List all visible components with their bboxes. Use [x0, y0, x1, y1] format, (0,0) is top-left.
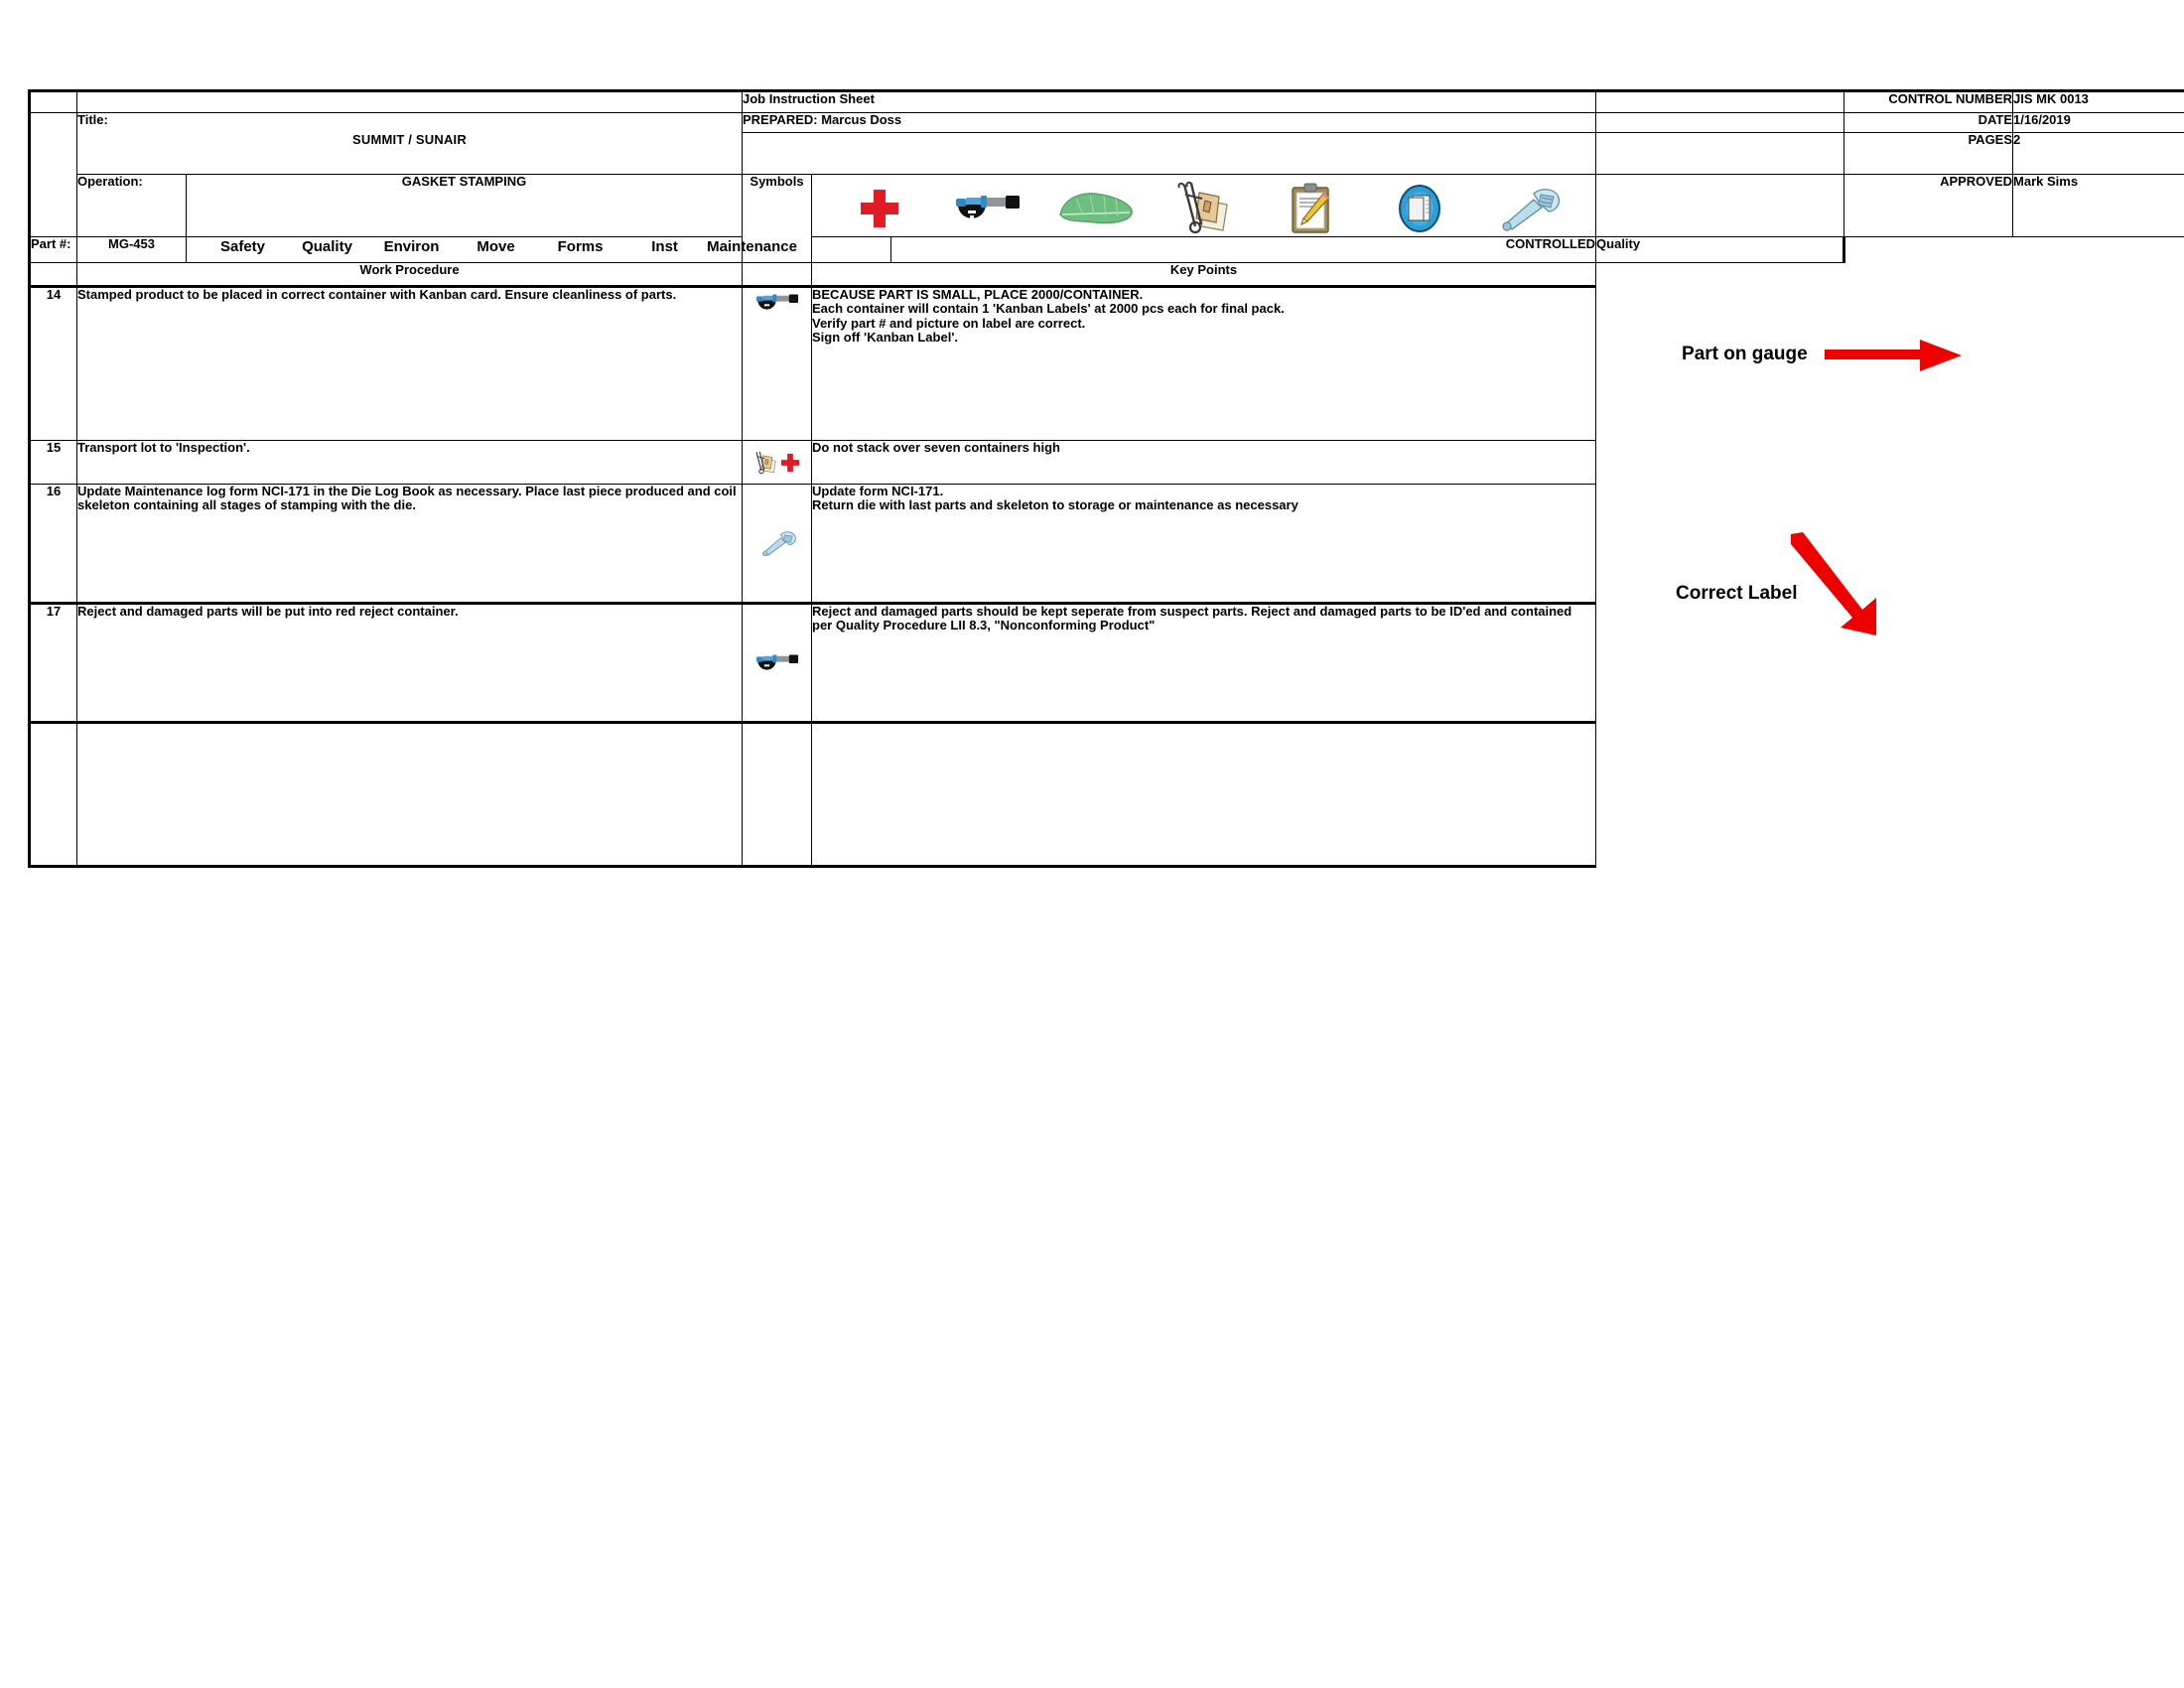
symbols-name-strip [187, 237, 812, 263]
step-icons [743, 287, 812, 441]
key-point-line: Reject and damaged parts should be kept seperate from suspect parts. Reject and damaged parts to be ID'ed and contained per Quality Procedure LII 8.3, "Nonconforming Product" [812, 604, 1572, 633]
symbol-safety [826, 181, 934, 236]
step-icons [743, 604, 812, 723]
key-point-line: Sign off 'Kanban Label'. [812, 329, 959, 345]
symbol-name-move: Move [477, 238, 515, 255]
wrench-icon [1492, 181, 1564, 236]
symbol-name-inst: Inst [651, 238, 678, 255]
symbol-forms [1258, 181, 1366, 236]
step-key-points [812, 441, 1596, 485]
key-point-line: Each container will contain 1 'Kanban Labels' at 2000 pcs each for final pack. [812, 301, 1285, 317]
colhead-work-procedure: Work Procedure [77, 263, 743, 287]
step-procedure: Reject and damaged parts will be put into red reject container. [77, 604, 743, 723]
key-point-line: Return die with last parts and skeleton to storage or maintenance as necessary [812, 497, 1298, 513]
header-spacer-5 [812, 237, 891, 263]
step-number [30, 723, 77, 867]
symbol-quality [934, 181, 1042, 236]
symbol-inst [1366, 181, 1474, 236]
header-blank-mid [743, 133, 1596, 175]
header-blank-left [77, 91, 743, 113]
step-procedure: Update Maintenance log form NCI-171 in the Die Log Book as necessary. Place last piece produced and coil skeleton containing all stages of stamping with the die. [77, 485, 743, 604]
step-number: 15 [30, 441, 77, 485]
step-number: 16 [30, 485, 77, 604]
step-procedure [77, 723, 743, 867]
step-number: 17 [30, 604, 77, 723]
step-key-points [812, 485, 1596, 604]
photo-panel-bottom [1596, 485, 2184, 867]
control-key-4: CONTROLLED [891, 237, 1596, 263]
symbol-name-safety: Safety [219, 238, 266, 255]
step-key-points [812, 723, 1596, 867]
prepared-by: PREPARED: Marcus Doss [743, 113, 1596, 133]
symbol-maintenance [1473, 181, 1581, 236]
sheet-title: Job Instruction Sheet [743, 91, 1596, 113]
annotation-label: Correct Label [1676, 582, 1798, 604]
control-value-4: Quality [1596, 237, 1844, 263]
instruction-booklet-icon [1397, 181, 1442, 236]
micrometer-icon [752, 288, 802, 318]
step-procedure: Stamped product to be placed in correct container with Kanban card. Ensure cleanliness of parts. [77, 287, 743, 441]
step-icons [743, 441, 812, 485]
part-label: Part #: [30, 237, 77, 263]
photo-head-blank [1596, 263, 2184, 287]
symbols-label: Symbols [743, 175, 812, 263]
control-key-3: APPROVED [1844, 175, 2013, 237]
job-instruction-sheet [28, 89, 2160, 868]
control-value-0: JIS MK 0013 [2013, 91, 2184, 113]
control-key-1: DATE [1844, 113, 2013, 133]
colhead-icon-blank [743, 263, 812, 287]
symbol-move [1150, 181, 1258, 236]
symbols-art-strip [812, 175, 1596, 237]
step-procedure: Transport lot to 'Inspection'. [77, 441, 743, 485]
header-spacer-3 [1596, 133, 1844, 175]
step-icons [743, 485, 812, 604]
symbol-name-environ: Environ [383, 238, 440, 255]
title-value-blank [187, 113, 743, 133]
clipboard-pencil-icon [1289, 181, 1334, 236]
hand-truck-icon [752, 449, 778, 477]
red-cross-icon [857, 181, 902, 236]
arrow-right-icon [1825, 339, 1964, 372]
micrometer-icon [950, 181, 1025, 236]
key-point-line: Do not stack over seven containers high [812, 440, 1060, 455]
symbol-name-maintenance: Maintenance [707, 238, 797, 255]
step-icons [743, 723, 812, 867]
colhead-key-points: Key Points [812, 263, 1596, 287]
title-label: Title: [77, 113, 187, 133]
step-number: 14 [30, 287, 77, 441]
jis-table [28, 89, 2184, 868]
control-value-1: 1/16/2019 [2013, 113, 2184, 133]
key-point-line: Update form NCI-171. [812, 484, 944, 498]
company-title: SUMMIT / SUNAIR [77, 133, 743, 175]
control-value-2: 2 [2013, 133, 2184, 175]
operation-label: Operation: [77, 175, 187, 237]
hand-truck-icon [1175, 181, 1233, 236]
header-spacer-2 [1596, 113, 1844, 133]
symbol-name-quality: Quality [302, 238, 352, 255]
control-key-2: PAGES [1844, 133, 2013, 175]
annotation-label: Part on gauge [1682, 343, 1808, 364]
red-cross-icon [779, 452, 801, 474]
header-spacer-4 [1596, 175, 1844, 237]
step-key-points [812, 287, 1596, 441]
key-point-line: Verify part # and picture on label are correct. [812, 315, 1086, 331]
operation-value: GASKET STAMPING [187, 175, 743, 237]
photo-panel-top [1596, 287, 2184, 485]
colhead-step-blank [30, 263, 77, 287]
symbol-name-forms: Forms [557, 238, 604, 255]
part-value: MG-453 [77, 237, 187, 263]
micrometer-icon [752, 648, 802, 678]
corner-cell [30, 91, 77, 113]
left-gutter [30, 113, 77, 237]
green-leaf-icon [1054, 181, 1138, 236]
control-value-3: Mark Sims [2013, 175, 2184, 237]
key-point-line: BECAUSE PART IS SMALL, PLACE 2000/CONTAINER. [812, 287, 1144, 302]
symbol-environ [1041, 181, 1150, 236]
control-key-0: CONTROL NUMBER [1844, 91, 2013, 113]
step-key-points [812, 604, 1596, 723]
arrow-down-right-icon [1785, 532, 1894, 641]
wrench-icon [756, 529, 798, 557]
header-spacer [1596, 91, 1844, 113]
